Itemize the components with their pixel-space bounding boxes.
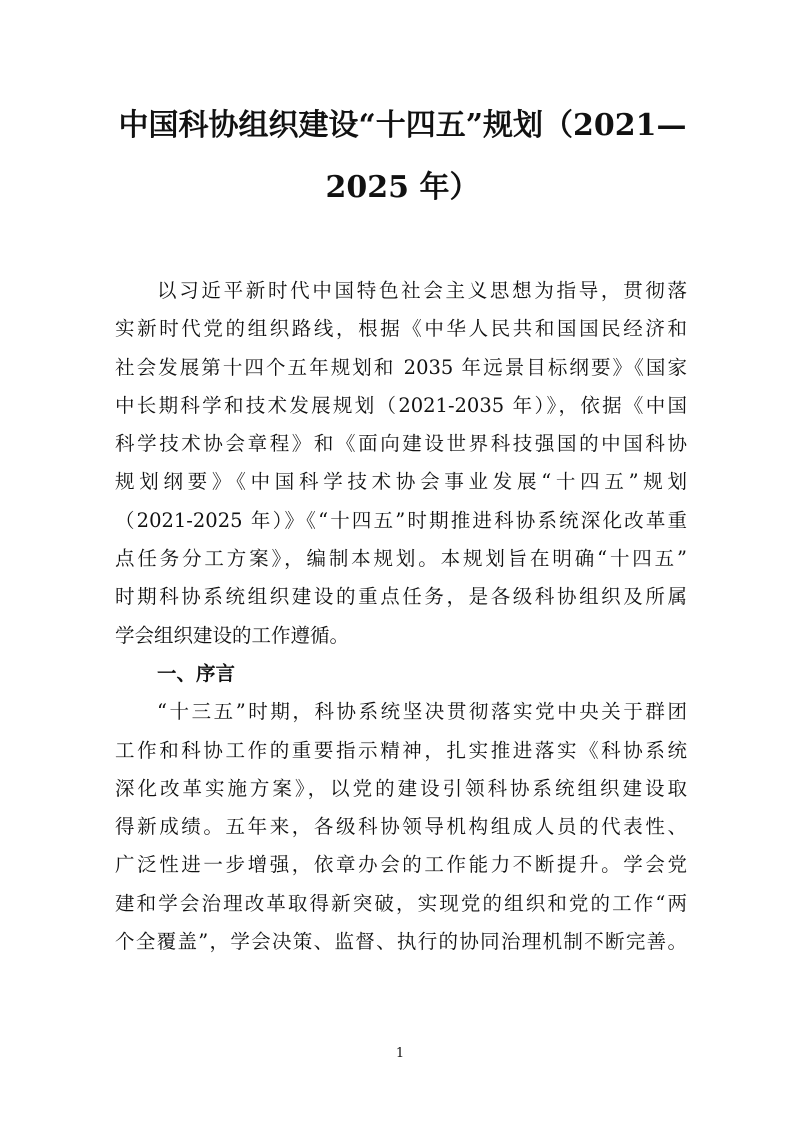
paragraph-2-line: 得新成绩。五年来，各级科协领导机构组成人员的代表性、 [115, 815, 687, 839]
paragraph-2-line: 工作和科协工作的重要指示精神，扎实推进落实《科协系统 [115, 738, 687, 762]
paragraph-1-line: 规划纲要》《中国科学技术协会事业发展“十四五”规划 [115, 470, 687, 494]
document-title-line-2: 2025 年） [325, 170, 480, 205]
paragraph-2-line: 深化改革实施方案》，以党的建设引领科协系统组织建设取 [115, 776, 687, 800]
paragraph-1-line: 学会组织建设的工作遵循。 [115, 623, 350, 647]
paragraph-2-line: 广泛性进一步增强，依章办会的工作能力不断提升。学会党 [115, 853, 687, 877]
paragraph-1-line: 科学技术协会章程》和《面向建设世界科技强国的中国科协 [115, 432, 687, 456]
paragraph-1-line: 点任务分工方案》，编制本规划。本规划旨在明确“十四五” [115, 547, 687, 571]
paragraph-1-line: 社会发展第十四个五年规划和 2035 年远景目标纲要》《国家 [115, 355, 687, 379]
section-1-heading: 一、序言 [157, 661, 236, 685]
document-title-line-1: 中国科协组织建设“十四五”规划（2021— [118, 108, 687, 143]
paragraph-1-line: 中长期科学和技术发展规划（2021-2035 年）》，依据《中国 [115, 393, 687, 417]
paragraph-2-line: 个全覆盖”，学会决策、监督、执行的协同治理机制不断完善。 [115, 930, 687, 954]
paragraph-2-line: 建和学会治理改革取得新突破，实现党的组织和党的工作“两 [115, 891, 687, 915]
paragraph-1-line: 实新时代党的组织路线，根据《中华人民共和国国民经济和 [115, 317, 687, 341]
page-number: 1 [395, 1046, 405, 1061]
paragraph-1-line: （2021-2025 年）》《“十四五”时期推进科协系统深化改革重 [115, 508, 687, 532]
paragraph-1-line: 时期科协系统组织建设的重点任务，是各级科协组织及所属 [115, 585, 687, 609]
paragraph-1-line: 以习近平新时代中国特色社会主义思想为指导，贯彻落 [157, 279, 687, 302]
paragraph-2-line: “十三五”时期，科协系统坚决贯彻落实党中央关于群团 [157, 700, 687, 724]
document-body [115, 272, 687, 961]
